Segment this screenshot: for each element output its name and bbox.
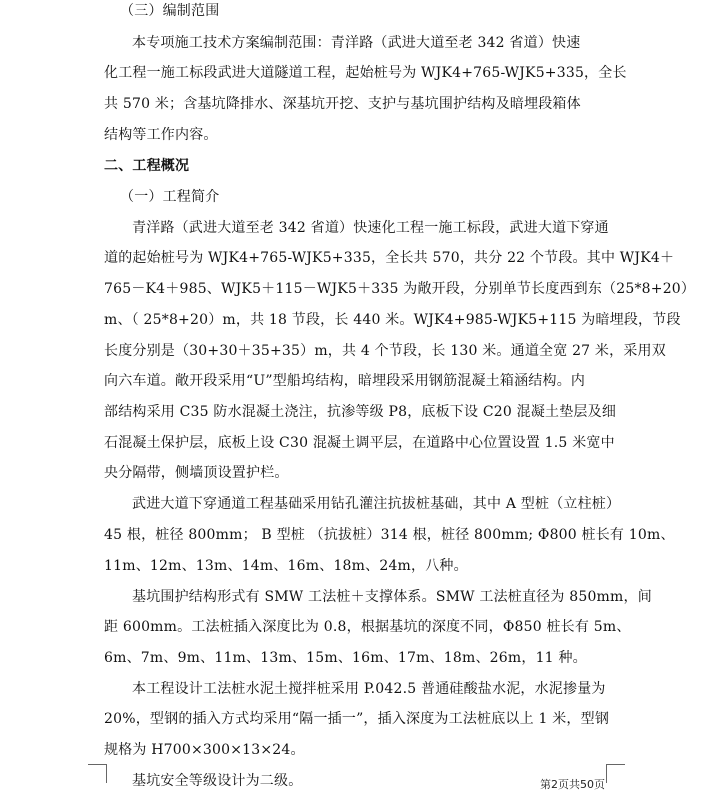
- smw-paragraph-line-3: 6m、7m、9m、11m、13m、15m、16m、17m、18m、26m，11 种。: [104, 650, 587, 666]
- subheading-intro: （一）工程简介: [120, 189, 220, 205]
- pile-paragraph-line-3: 11m、12m、13m、14m、16m、18m、24m，八种。: [104, 558, 468, 574]
- intro-paragraph-line-5: 长度分别是（30+30＋35+35）m，共 4 个节段，长 130 米。通道全宽 27 米，采用双: [104, 343, 666, 359]
- intro-paragraph-line-1: 青洋路（武进大道至老 342 省道）快速化工程一施工标段，武进大道下穿通: [132, 220, 609, 236]
- intro-paragraph-line-4: m、（ 25*8+20）m，共 18 节段，长 440 米。WJK4+985-WJK5+115 为暗埋段，节段: [104, 312, 681, 328]
- pile-paragraph-line-1: 武进大道下穿通道工程基础采用钻孔灌注抗拔桩基础，其中 A 型桩（立柱桩）: [132, 496, 621, 512]
- intro-paragraph-line-8: 石混凝土保护层，底板上设 C30 混凝土调平层，在道路中心位置设置 1.5 米宽中: [104, 435, 615, 451]
- page-corner-mark-left: [88, 764, 107, 783]
- intro-paragraph-line-9: 央分隔带，侧墙顶设置护栏。: [104, 465, 289, 481]
- cement-paragraph-line-2: 20%，型钢的插入方式均采用“隔一插一”，插入深度为工法桩底以上 1 米，型钢: [104, 711, 610, 727]
- cement-paragraph-line-1: 本工程设计工法桩水泥土搅拌桩采用 P.042.5 普通硅酸盐水泥，水泥掺量为: [132, 681, 606, 697]
- cement-paragraph-line-3: 规格为 H700×300×13×24。: [104, 742, 305, 758]
- safety-paragraph-line: 基坑安全等级设计为二级。: [132, 773, 303, 789]
- intro-paragraph-line-7: 部结构采用 C35 防水混凝土浇注，抗渗等级 P8，底板下设 C20 混凝土垫层及细: [104, 404, 617, 420]
- page-number-footer: 第2页共50页: [540, 778, 605, 791]
- heading-overview: 二、工程概况: [104, 158, 190, 174]
- smw-paragraph-line-2: 距 600mm。工法桩插入深度比为 0.8，根据基坑的深度不同，Φ850 桩长有 5m、: [104, 619, 631, 635]
- scope-paragraph-line-1: 本专项施工技术方案编制范围：青洋路（武进大道至老 342 省道）快速: [132, 35, 581, 51]
- scope-paragraph-line-3: 共 570 米；含基坑降排水、深基坑开挖、支护与基坑围护结构及暗埋段箱体: [104, 96, 581, 112]
- intro-paragraph-line-6: 向六车道。敞开段采用“U”型船坞结构，暗埋段采用钢筋混凝土箱涵结构。内: [104, 373, 586, 389]
- scope-paragraph-line-4: 结构等工作内容。: [104, 127, 218, 143]
- subheading-scope: （三）编制范围: [120, 3, 220, 19]
- intro-paragraph-line-2: 道的起始桩号为 WJK4+765-WJK5+335，全长共 570，共分 22 个节段。其中 WJK4＋: [104, 250, 675, 266]
- page-corner-mark-right: [606, 764, 625, 783]
- scope-paragraph-line-2: 化工程一施工标段武进大道隧道工程，起始桩号为 WJK4+765-WJK5+335，全长: [104, 65, 627, 81]
- intro-paragraph-line-3: 765－K4＋985、WJK5＋115－WJK5＋335 为敞开段，分别单节长度西到东（25*8+20）: [104, 281, 696, 297]
- pile-paragraph-line-2: 45 根，桩径 800mm； B 型桩 （抗拔桩）314 根，桩径 800mm; Φ800 桩长有 10m、: [104, 527, 675, 543]
- smw-paragraph-line-1: 基坑围护结构形式有 SMW 工法桩＋支撑体系。SMW 工法桩直径为 850mm，间: [132, 589, 652, 605]
